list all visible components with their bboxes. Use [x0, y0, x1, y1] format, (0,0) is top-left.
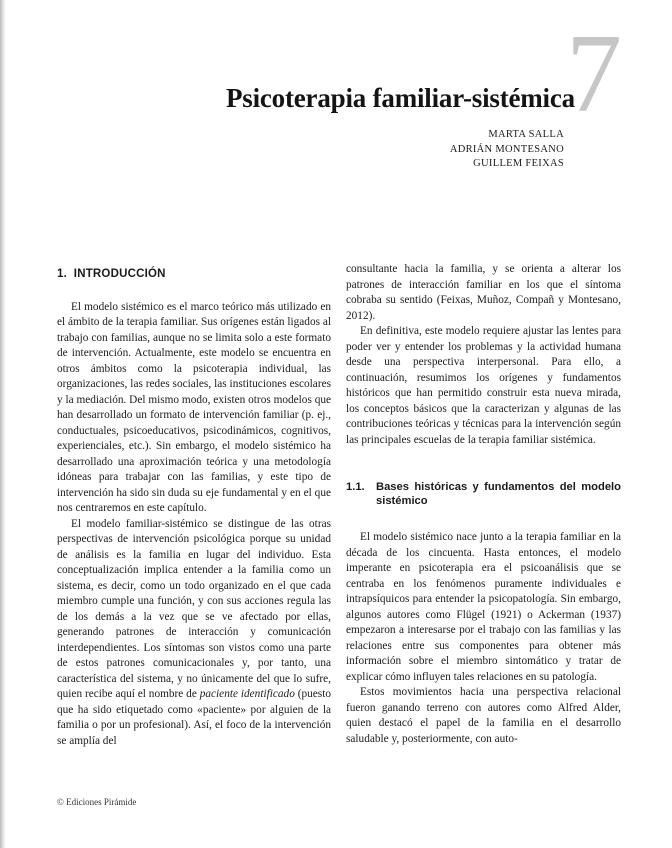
section-heading: [57, 267, 331, 283]
subsection-title: Bases históricas y fundamentos del modelo sistémico: [376, 481, 621, 507]
author-name: GUILLEM FEIXAS: [473, 158, 564, 169]
section-number: 1.: [57, 268, 67, 280]
paragraph-continued: consultante hacia la familia, y se orienta a alterar los patrones de interacción familiar en los que el síntoma cobraba su sentido (Feixas, Muñoz, Compañ y Montesano, 2012).: [346, 263, 621, 322]
paragraph-text: El modelo familiar-sistémico se distingue de las otras perspectivas de intervención psicológica porque su unidad de análisis es la familia en lugar del individuo. Esta conceptualización implica entender a la familia como un sistema, es decir, como un todo organizado en el que cada miembro cumple una función, y con sus acciones regula las de los demás a la vez que se ve afectado por ellas, generando patrones de interacción y comunicación interdependientes. Los síntomas son vistos como una parte de estos patrones comunicacionales y, por tanto, una característica del sistema, y no únicamente del que lo sufre, quien recibe aquí el nombre de: [57, 517, 331, 700]
author-list: [450, 128, 564, 172]
paragraph: [57, 517, 331, 750]
paragraph: El modelo sistémico es el marco teórico más utilizado en el ámbito de la terapia familiar. Sus orígenes están ligados al trabajo con familias, aunque no se limita solo a este formato de intervención. Actualmente, este modelo se encuentra en otros ámbitos como la psicoterapia individual, las organizaciones, las redes sociales, las instituciones escolares y la mediación. Del mismo modo, existen otros modelos que han desarrollado un formato de intervención familiar (p. ej., conductuales, psicoeducativos, psicodinámicos, cognitivos, experienciales, etc.). Sin embargo, el modelo sistémico ha desarrollado una aproximación teórica y una metodología idóneas para trabajar con las familias, y este tipo de intervención ha sido sin duda su eje fundamental y en el que nos centraremos en este capítulo.: [57, 300, 331, 514]
page-binding-shadow: [0, 0, 6, 848]
chapter-title: Psicoterapia familiar-sistémica: [226, 83, 575, 113]
subsection-heading: [346, 480, 621, 508]
publisher-footer: © Ediciones Pirámide: [57, 797, 137, 807]
right-column: [346, 262, 621, 747]
subsection-number: 1.1.: [346, 481, 365, 493]
emphasized-term: paciente identificado: [199, 688, 295, 700]
paragraph: El modelo sistémico nace junto a la terapia familiar en la década de los cincuenta. Hasta entonces, el modelo imperante en psicoterapia era el psicoanálisis que se centraba en los fenómenos puramente individuales e intrapsíquicos para entender la psicopatología. Sin embargo, algunos autores como Flügel (1921) o Ackerman (1937) empezaron a interesarse por el trabajo con las familias y las relaciones entre sus componentes para obtener más información sobre el miembro sintomático y tratar de explicar cómo influyen tales relaciones en su patología.: [346, 531, 621, 683]
paragraph: Estos movimientos hacia una perspectiva relacional fueron ganando terreno con autores como Alfred Alder, quien destacó el papel de la familia en el desarrollo saludable y, posteriormente, con auto-: [346, 686, 621, 745]
section-title: INTRODUCCIÓN: [73, 268, 166, 280]
chapter-number: 7: [566, 12, 622, 136]
author-name: MARTA SALLA: [488, 129, 564, 140]
paragraph-text: (puesto que ha sido etiquetado como «paciente» por alguien de la familia o por un profesional). Así, el foco de la intervención se amplía del: [57, 688, 331, 747]
paragraph: En definitiva, este modelo requiere ajustar las lentes para poder ver y entender los problemas y la actividad humana desde una perspectiva interpersonal. Para ello, a continuación, resumimos los orígenes y fundamentos históricos que han permitido construir esta nueva mirada, los conceptos básicos que la caracterizan y algunas de las contribuciones teóricas y técnicas para la intervención según las principales escuelas de la terapia familiar sistémica.: [346, 325, 621, 446]
left-column: [57, 262, 331, 749]
author-name: ADRIÁN MONTESANO: [449, 143, 564, 155]
